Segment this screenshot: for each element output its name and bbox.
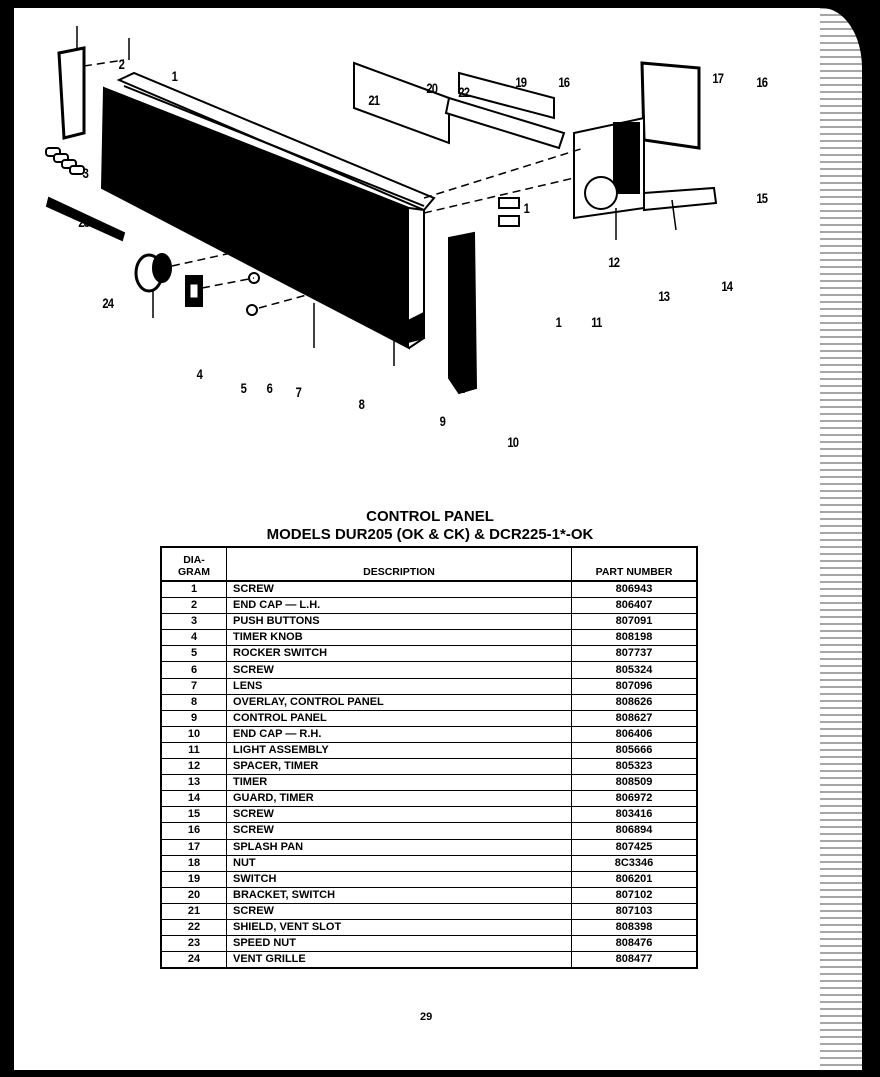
column-header-description: DESCRIPTION bbox=[227, 547, 572, 581]
description-cell: SPLASH PAN bbox=[227, 839, 572, 855]
table-row bbox=[161, 710, 697, 726]
callout-label: 19 bbox=[515, 74, 527, 90]
diagram-number-cell: 1 bbox=[161, 581, 227, 598]
part-number-cell: 806943 bbox=[572, 581, 698, 598]
callout-label: 11 bbox=[591, 314, 602, 330]
callout-label: 23 bbox=[78, 214, 90, 230]
column-header-diagram bbox=[161, 547, 227, 581]
description-cell: NUT bbox=[227, 855, 572, 871]
diagram-number-cell: 18 bbox=[161, 855, 227, 871]
diagram-number-cell: 11 bbox=[161, 742, 227, 758]
description-cell: SPACER, TIMER bbox=[227, 759, 572, 775]
column-header-part-number: PART NUMBER bbox=[572, 547, 698, 581]
part-number-cell: 806407 bbox=[572, 598, 698, 614]
part-number-cell: 808476 bbox=[572, 936, 698, 952]
diagram-number-cell: 6 bbox=[161, 662, 227, 678]
table-row bbox=[161, 839, 697, 855]
description-cell: TIMER bbox=[227, 775, 572, 791]
diagram-number-cell: 2 bbox=[161, 598, 227, 614]
diagram-number-cell: 12 bbox=[161, 759, 227, 775]
callout-label: 16 bbox=[558, 74, 570, 90]
callout-label: 17 bbox=[712, 70, 724, 86]
part-number-cell: 805666 bbox=[572, 742, 698, 758]
parts-table-body bbox=[161, 581, 697, 968]
callout-label: 1 bbox=[631, 142, 638, 158]
table-row bbox=[161, 919, 697, 935]
callout-label: 21 bbox=[368, 92, 380, 108]
table-row bbox=[161, 646, 697, 662]
table-row bbox=[161, 614, 697, 630]
diagram-number-cell: 15 bbox=[161, 807, 227, 823]
table-row bbox=[161, 775, 697, 791]
callout-label: 16 bbox=[756, 74, 768, 90]
description-cell: SCREW bbox=[227, 662, 572, 678]
diagram-number-cell: 10 bbox=[161, 726, 227, 742]
callout-label: 10 bbox=[507, 434, 519, 450]
callout-label: 3 bbox=[82, 165, 89, 181]
table-row bbox=[161, 759, 697, 775]
diagram-number-cell: 3 bbox=[161, 614, 227, 630]
parts-table bbox=[160, 546, 698, 969]
table-row bbox=[161, 807, 697, 823]
table-row bbox=[161, 823, 697, 839]
callout-label: 1 bbox=[555, 314, 562, 330]
description-cell: OVERLAY, CONTROL PANEL bbox=[227, 694, 572, 710]
callout-label: 6 bbox=[266, 380, 273, 396]
table-row bbox=[161, 871, 697, 887]
table-row bbox=[161, 726, 697, 742]
part-number-cell: 807103 bbox=[572, 903, 698, 919]
table-row bbox=[161, 581, 697, 598]
description-cell: TIMER KNOB bbox=[227, 630, 572, 646]
description-cell: PUSH BUTTONS bbox=[227, 614, 572, 630]
table-row bbox=[161, 598, 697, 614]
table-row bbox=[161, 855, 697, 871]
diagram-number-cell: 14 bbox=[161, 791, 227, 807]
table-row bbox=[161, 887, 697, 903]
part-number-cell: 806894 bbox=[572, 823, 698, 839]
callout-label: 1 bbox=[171, 68, 178, 84]
callout-label: 2 bbox=[118, 56, 125, 72]
description-cell: SPEED NUT bbox=[227, 936, 572, 952]
part-number-cell: 808627 bbox=[572, 710, 698, 726]
part-number-cell: 807737 bbox=[572, 646, 698, 662]
callout-label: 24 bbox=[102, 295, 114, 311]
callout-label: 22 bbox=[458, 84, 470, 100]
description-cell: SCREW bbox=[227, 581, 572, 598]
part-number-cell: 808509 bbox=[572, 775, 698, 791]
diagram-number-cell: 23 bbox=[161, 936, 227, 952]
callout-label: 4 bbox=[196, 366, 203, 382]
exploded-parts-diagram bbox=[14, 8, 774, 428]
table-row bbox=[161, 936, 697, 952]
diagram-number-cell: 21 bbox=[161, 903, 227, 919]
scan-edge-noise bbox=[820, 0, 880, 1077]
part-number-cell: 808477 bbox=[572, 952, 698, 969]
callout-label: 9 bbox=[439, 413, 446, 429]
diagram-number-cell: 13 bbox=[161, 775, 227, 791]
description-cell: ROCKER SWITCH bbox=[227, 646, 572, 662]
diagram-number-cell: 20 bbox=[161, 887, 227, 903]
callout-label: 8 bbox=[358, 396, 365, 412]
description-cell: SCREW bbox=[227, 903, 572, 919]
description-cell: CONTROL PANEL bbox=[227, 710, 572, 726]
table-row bbox=[161, 694, 697, 710]
table-row bbox=[161, 630, 697, 646]
part-number-cell: 803416 bbox=[572, 807, 698, 823]
callout-label: 5 bbox=[240, 380, 247, 396]
description-cell: BRACKET, SWITCH bbox=[227, 887, 572, 903]
description-cell: SHIELD, VENT SLOT bbox=[227, 919, 572, 935]
part-number-cell: 807425 bbox=[572, 839, 698, 855]
diagram-number-cell: 8 bbox=[161, 694, 227, 710]
table-header-row bbox=[161, 547, 697, 581]
part-number-cell: 807102 bbox=[572, 887, 698, 903]
part-number-cell: 808398 bbox=[572, 919, 698, 935]
header-diagram-line1: DIA- bbox=[183, 554, 205, 566]
document-title: CONTROL PANEL bbox=[366, 508, 494, 525]
table-row bbox=[161, 952, 697, 969]
diagram-number-cell: 24 bbox=[161, 952, 227, 969]
part-number-cell: 806972 bbox=[572, 791, 698, 807]
diagram-number-cell: 22 bbox=[161, 919, 227, 935]
callout-label: 20 bbox=[426, 80, 438, 96]
description-cell: VENT GRILLE bbox=[227, 952, 572, 969]
diagram-number-cell: 4 bbox=[161, 630, 227, 646]
diagram-number-cell: 16 bbox=[161, 823, 227, 839]
part-number-cell: 806201 bbox=[572, 871, 698, 887]
table-row bbox=[161, 742, 697, 758]
page-number: 29 bbox=[420, 1011, 433, 1023]
part-number-cell: 805323 bbox=[572, 759, 698, 775]
part-number-cell: 808626 bbox=[572, 694, 698, 710]
description-cell: END CAP — L.H. bbox=[227, 598, 572, 614]
description-cell: END CAP — R.H. bbox=[227, 726, 572, 742]
part-number-cell: 805324 bbox=[572, 662, 698, 678]
callout-label: 15 bbox=[756, 190, 768, 206]
table-row bbox=[161, 662, 697, 678]
part-number-cell: 806406 bbox=[572, 726, 698, 742]
description-cell: GUARD, TIMER bbox=[227, 791, 572, 807]
document-subtitle: MODELS DUR205 (OK & CK) & DCR225-1*-OK bbox=[266, 526, 594, 543]
part-number-cell: 808198 bbox=[572, 630, 698, 646]
callout-label: 7 bbox=[295, 384, 302, 400]
table-row bbox=[161, 791, 697, 807]
diagram-number-cell: 17 bbox=[161, 839, 227, 855]
part-number-cell: 8C3346 bbox=[572, 855, 698, 871]
description-cell: SWITCH bbox=[227, 871, 572, 887]
diagram-number-cell: 9 bbox=[161, 710, 227, 726]
diagram-number-cell: 19 bbox=[161, 871, 227, 887]
header-diagram-line2: GRAM bbox=[177, 566, 211, 578]
description-cell: SCREW bbox=[227, 823, 572, 839]
table-row bbox=[161, 903, 697, 919]
description-cell: LENS bbox=[227, 678, 572, 694]
description-cell: LIGHT ASSEMBLY bbox=[227, 742, 572, 758]
table-row bbox=[161, 678, 697, 694]
part-number-cell: 807096 bbox=[572, 678, 698, 694]
callout-label: 13 bbox=[658, 288, 670, 304]
callout-label: 1 bbox=[523, 200, 530, 216]
callout-label: 14 bbox=[721, 278, 733, 294]
diagram-number-cell: 5 bbox=[161, 646, 227, 662]
part-number-cell: 807091 bbox=[572, 614, 698, 630]
callout-label: 12 bbox=[608, 254, 620, 270]
description-cell: SCREW bbox=[227, 807, 572, 823]
diagram-number-cell: 7 bbox=[161, 678, 227, 694]
